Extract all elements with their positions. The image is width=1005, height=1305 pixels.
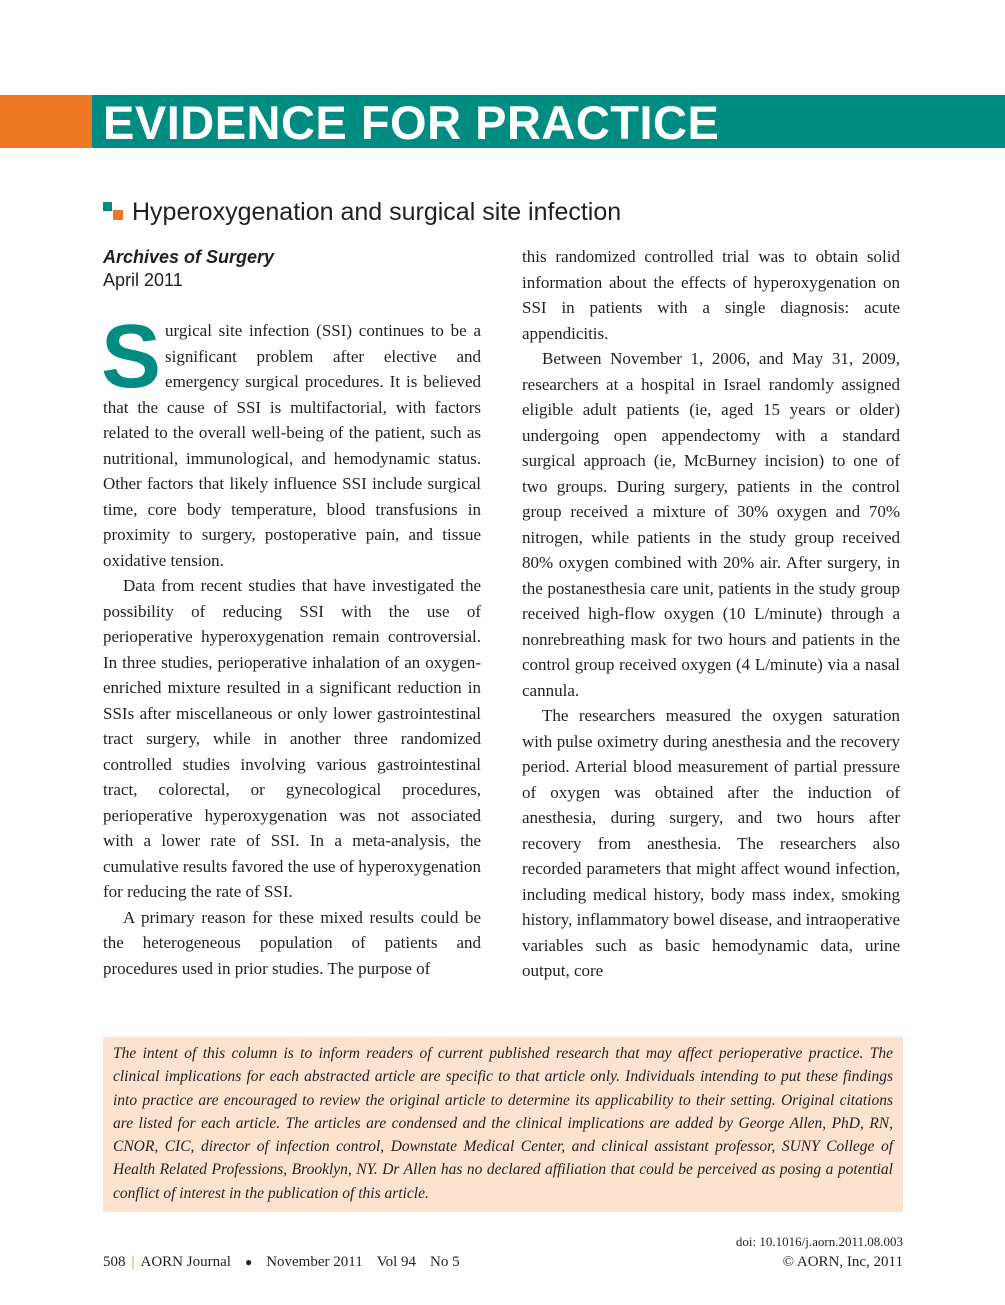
page-number: 508 <box>103 1254 126 1270</box>
folio-line <box>103 1251 460 1273</box>
issue-date: November 2011 <box>266 1254 363 1270</box>
drop-cap: S <box>101 307 162 407</box>
heading-bullet-icon <box>103 202 123 220</box>
volume: Vol 94 <box>376 1254 417 1270</box>
right-column <box>522 244 900 984</box>
issue-number: No 5 <box>430 1254 460 1270</box>
body-paragraph-1 <box>101 307 481 573</box>
column-intent-note <box>103 1037 903 1212</box>
journal-name: AORN Journal <box>140 1254 231 1270</box>
body-paragraph-4: Between November 1, 2006, and May 31, 2009, researchers at a hospital in Israel randomly assigned eligible adult patients (ie, aged 15 years or older) undergoing open appendectomy with a standard surgical approach (ie, McBurney incision) to one of two groups. During surgery, patients in the control group received a mixture of 30% oxygen and 70% nitrogen, while patients in the study group received 80% oxygen combined with 20% air. After surgery, in the postanesthesia care unit, patients in the study group received high-flow oxygen (10 L/minute) through a nonrebreathing mask for two hours and patients in the control group received oxygen (4 L/minute) via a nasal cannula. <box>522 349 900 700</box>
article-title: Hyperoxygenation and surgical site infection <box>132 198 622 226</box>
body-paragraph-3: A primary reason for these mixed results could be the heterogeneous population of patients and procedures used in prior studies. The purpose of <box>103 907 481 978</box>
body-paragraph-5: The researchers measured the oxygen saturation with pulse oximetry during anesthesia and the recovery period. Arterial blood measurement of partial pressure of oxygen was obtained after the induction of anesthesia, during surgery, and two hours after recovery from anesthesia. The researchers also recorded parameters that might affect wound infection, including medical history, body mass index, smoking history, inflammatory bowel disease, and intraoperative variables such as basic hemodynamic data, urine output, core <box>522 706 900 980</box>
left-column <box>101 307 481 981</box>
banner-orange-block <box>0 95 92 148</box>
body-paragraph-2: Data from recent studies that have investigated the possibility of reducing SSI with the use of perioperative hyperoxygenation remain controversial. In three studies, perioperative inhalation of an oxygen-enriched mixture resulted in a significant reduction in SSIs after miscellaneous or only lower gastrointestinal tract surgery, while in another three randomized controlled studies involving various gastrointestinal tract, colorectal, or gynecological procedures, perioperative hyperoxygenation was not associated with a lower rate of SSI. In a meta-analysis, the cumulative results favored the use of hyperoxygenation for reducing the rate of SSI. <box>103 576 481 901</box>
doi: doi: 10.1016/j.aorn.2011.08.003 <box>735 1234 903 1249</box>
source-journal: Archives of Surgery <box>103 247 275 267</box>
body-paragraph-3-continued: this randomized controlled trial was to obtain solid information about the effects of hyperoxygenation on SSI in patients with a single diagnosis: acute appendicitis. <box>522 247 900 343</box>
folio-separator: | <box>131 1254 135 1270</box>
section-banner-title: EVIDENCE FOR PRACTICE <box>103 96 720 149</box>
column-intent-note-text: The intent of this column is to inform readers of current published research that may affect perioperative practice. The clinical implications for each abstracted article are specific to that article only. Individuals intending to put these findings into practice are encouraged to review the original article to determine its applicability to their setting. Original citations are listed for each article. The articles are condensed and the clinical implications are added by George Allen, PhD, RN, CNOR, CIC, director of infection control, Downstate Medical Center, and clinical assistant professor, SUNY College of Health Related Professions, Brooklyn, NY. Dr Allen has no declared affiliation that could be perceived as posing a potential conflict of interest in the publication of this article. <box>113 1045 893 1202</box>
bullet-icon: ● <box>244 1255 253 1269</box>
copyright: © AORN, Inc, 2011 <box>782 1254 903 1270</box>
body-paragraph-1-text: urgical site infection (SSI) continues to be a significant problem after elective and emergency surgical procedures. It is believed that the cause of SSI is multifactorial, with factors related to the overall well-being of the patient, such as nutritional, immunological, and hemodynamic status. Other factors that likely influence SSI include surgical time, core body temperature, blood transfusions in proximity to surgery, postoperative pain, and tissue oxidative tension. <box>103 321 481 570</box>
source-date: April 2011 <box>103 270 183 290</box>
